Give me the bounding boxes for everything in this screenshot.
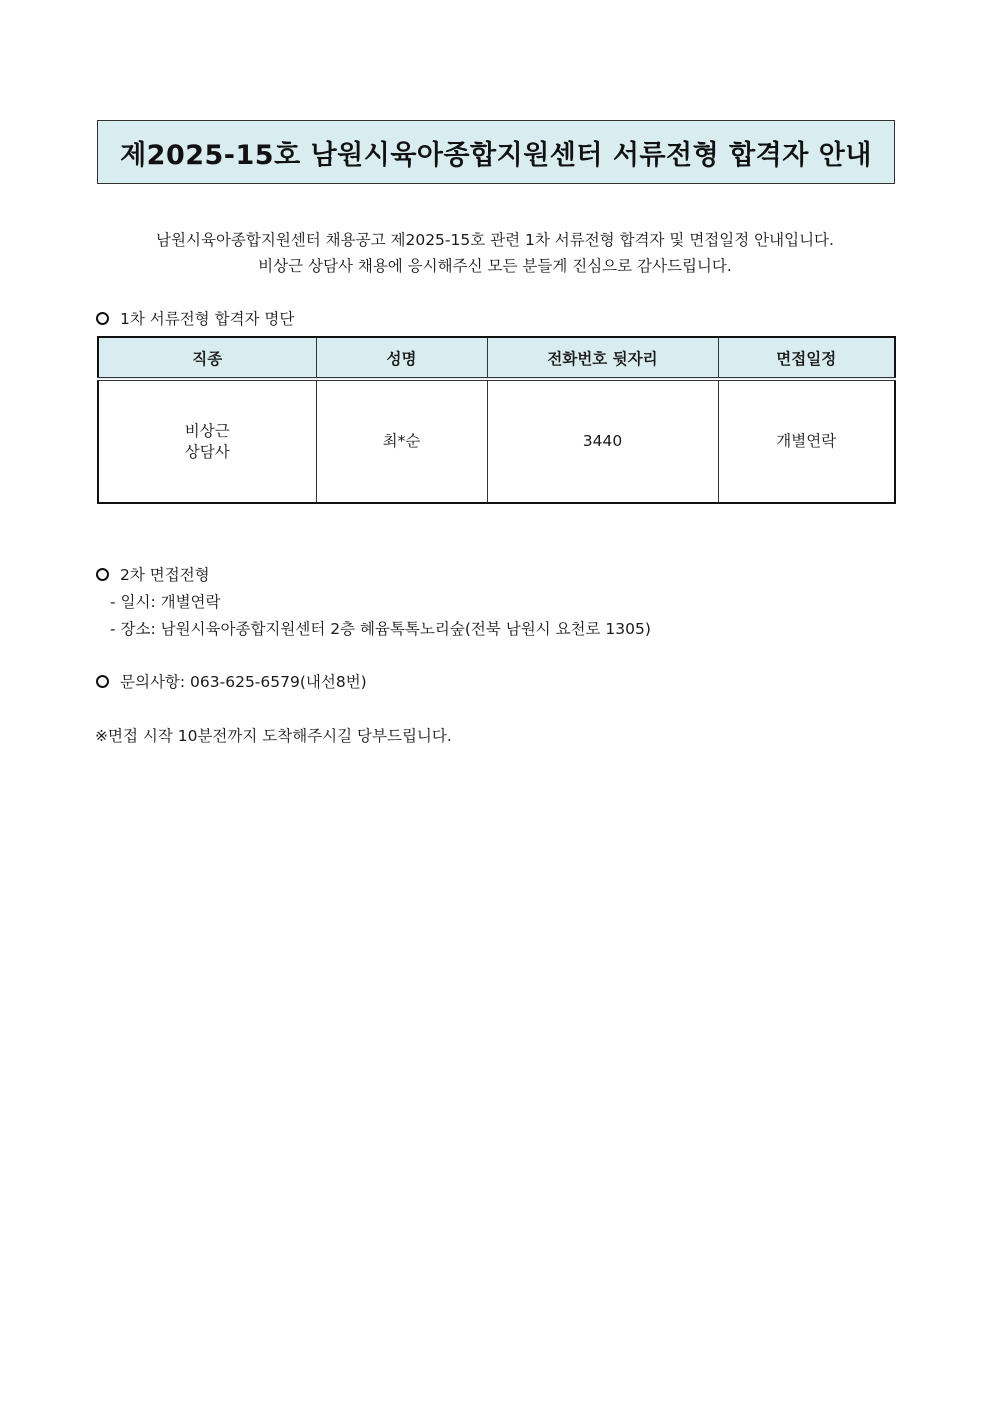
- interview-place-line: - 장소: 남원시육아종합지원센터 2층 혜윰톡톡노리숲(전북 남원시 요천로 1305): [110, 620, 651, 638]
- section-heading-label: 1차 서류전형 합격자 명단: [120, 310, 295, 328]
- column-header-phone: 전화번호 뒷자리: [487, 337, 718, 379]
- section-heading-document-screening: [95, 307, 294, 329]
- arrival-notice: ※면접 시작 10분전까지 도착해주시길 당부드립니다.: [95, 727, 452, 745]
- cell-phone: 3440: [487, 379, 718, 503]
- page-title: 제2025-15호 남원시육아종합지원센터 서류전형 합격자 안내: [120, 139, 872, 171]
- hollow-circle-icon: [96, 312, 109, 325]
- table-header-row: [98, 337, 895, 379]
- intro-line-1: 남원시육아종합지원센터 채용공고 제2025-15호 관련 1차 서류전형 합격자 및 면접일정 안내입니다.: [156, 231, 834, 249]
- table-row: [98, 379, 895, 503]
- hollow-circle-icon: [96, 675, 109, 688]
- column-header-job: 직종: [98, 337, 316, 379]
- interview-date-line: - 일시: 개별연락: [110, 593, 221, 611]
- section-heading-contact: [95, 670, 367, 692]
- cell-interview: 개별연락: [718, 379, 895, 503]
- column-header-interview: 면접일정: [718, 337, 895, 379]
- cell-name: 최*순: [316, 379, 487, 503]
- intro-line-2: 비상근 상담사 채용에 응시해주신 모든 분들게 진심으로 감사드립니다.: [258, 257, 732, 275]
- passer-table: [97, 336, 896, 504]
- cell-job-line-2: 상담사: [184, 442, 230, 461]
- hollow-circle-icon: [96, 568, 109, 581]
- section-heading-label: 2차 면접전형: [120, 566, 210, 584]
- section-heading-interview: [95, 563, 210, 585]
- contact-label: 문의사항: 063-625-6579(내선8번): [120, 673, 367, 691]
- cell-job-line-1: 비상근: [184, 421, 230, 440]
- cell-job: [98, 379, 316, 503]
- title-box: [97, 120, 895, 184]
- column-header-name: 성명: [316, 337, 487, 379]
